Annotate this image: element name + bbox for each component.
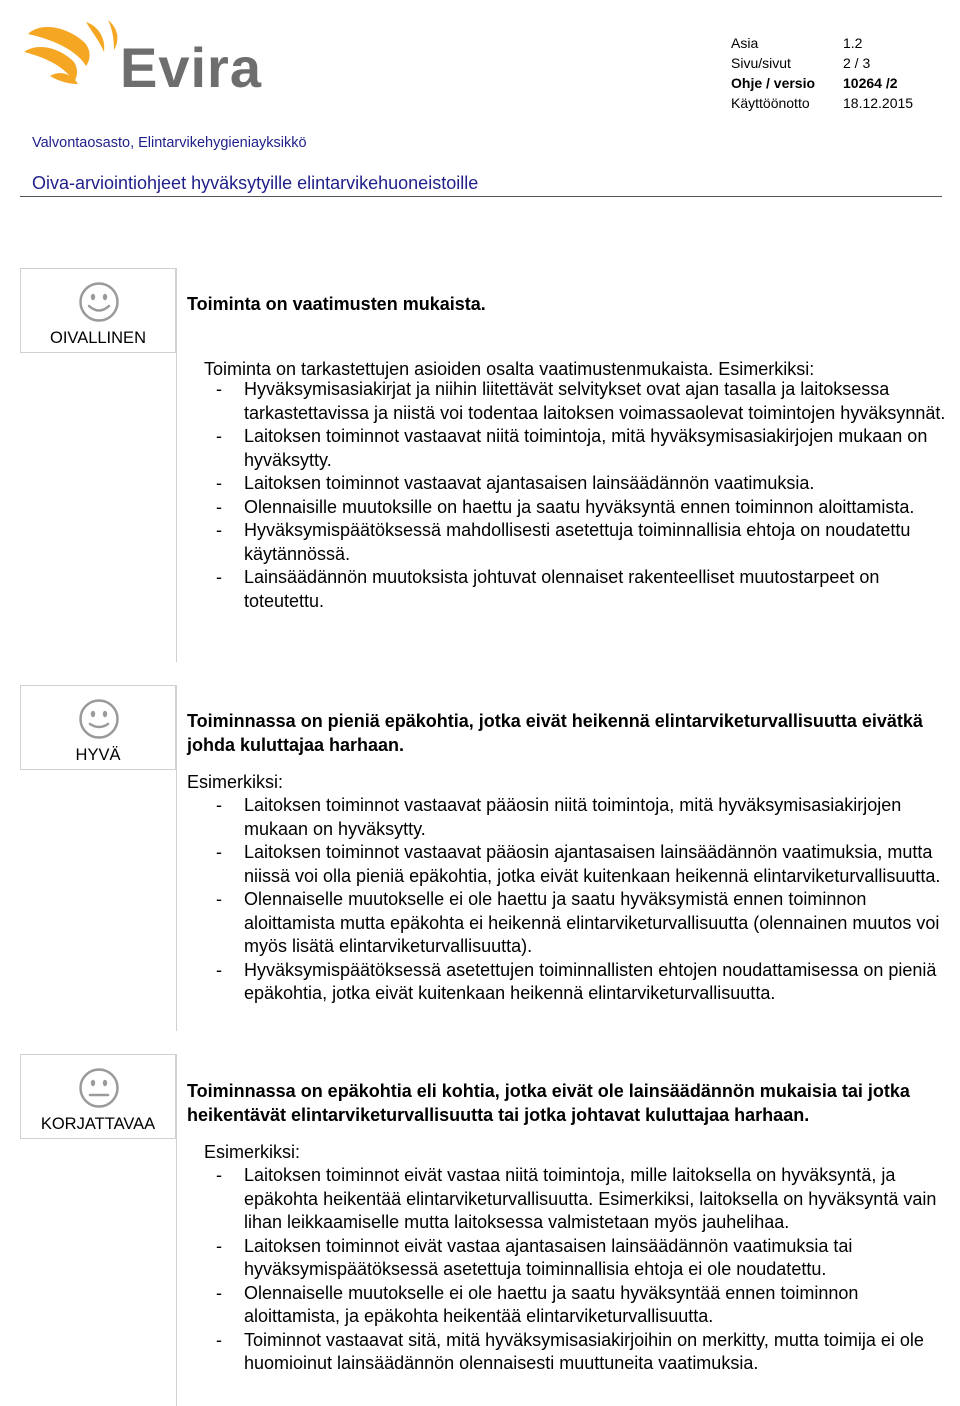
criteria-list-oivallinen [216, 378, 956, 613]
list-item: - Laitoksen toiminnot vastaavat pääosin ajantasaisen lainsäädännön vaatimuksia, mutta niissä voi olla pieniä epäkohtia, jotka eivät kuitenkaan heikennä elintarviketurvallisuutta. [216, 841, 956, 888]
list-item: - Olennaisille muutoksille on haettu ja saatu hyväksyntä ennen toiminnon aloittamista. [216, 496, 956, 520]
meta-label: Sivu/sivut [731, 55, 791, 71]
list-item: - Olennaiselle muutokselle ei ole haettu ja saatu hyväksyntää ennen toiminnon aloittamista, ja epäkohta heikentää elintarviketurvallisuutta. [216, 1282, 956, 1329]
meta-row-version [731, 73, 913, 93]
list-item: - Hyväksymispäätöksessä asetettujen toiminnallisten ehtojen noudattamisessa on pieniä epäkohtia, jotka eivät kuitenkaan heikennä elintarviketurvallisuutta. [216, 959, 956, 1006]
column-divider [176, 268, 177, 662]
criteria-list-hyva [216, 794, 956, 1006]
smiley-happy-icon [78, 281, 120, 323]
list-item: - Laitoksen toiminnot vastaavat niitä toimintoja, mitä hyväksymisasiakirjojen mukaan on hyväksytty. [216, 425, 956, 472]
column-divider [176, 1054, 177, 1406]
logo-wordmark: Evira [120, 36, 262, 99]
smiley-smile-icon [78, 698, 120, 740]
list-item: - Lainsäädännön muutoksista johtuvat olennaiset rakenteelliset muutostarpeet on toteutettu. [216, 566, 956, 613]
section-heading: Toiminnassa on pieniä epäkohtia, jotka eivät heikennä elintarviketurvallisuutta eivätkä johda kuluttajaa harhaan. [187, 711, 923, 755]
list-item: - Laitoksen toiminnot vastaavat pääosin niitä toimintoja, mitä hyväksymisasiakirjojen mukaan on hyväksytty. [216, 794, 956, 841]
document-title: Oiva-arviointiohjeet hyväksytyille elintarvikehuoneistoille [32, 173, 479, 193]
rating-box-divider [20, 1138, 176, 1139]
rating-label: HYVÄ [75, 746, 121, 764]
meta-label: Käyttöönotto [731, 95, 810, 111]
meta-value: 18.12.2015 [843, 95, 914, 111]
section-intro: Toiminta on tarkastettujen asioiden osalta vaatimustenmukaista. Esimerkiksi: [204, 359, 815, 379]
criteria-list-korjattavaa [216, 1164, 956, 1376]
meta-row-date [731, 93, 913, 113]
department-name: Valvontaosasto, Elintarvikehygieniayksikkö [32, 135, 307, 151]
smiley-neutral-icon [78, 1067, 120, 1109]
rating-box-hyva [20, 685, 176, 770]
evira-logo [20, 18, 270, 100]
rating-box-oivallinen [20, 268, 176, 353]
section-intro: Esimerkiksi: [204, 1142, 301, 1162]
meta-value: 2 / 3 [843, 55, 871, 71]
column-divider [176, 685, 177, 1031]
list-item: - Hyväksymisasiakirjat ja niihin liitettävät selvitykset ovat ajan tasalla ja laitoksessa tarkastettavissa ja niistä voi todentaa laitoksen voimassaolevat toimintojen hyväksynnät. [216, 378, 956, 425]
meta-value: 10264 /2 [843, 75, 898, 91]
rating-box-divider [20, 352, 176, 353]
list-item: - Laitoksen toiminnot vastaavat ajantasaisen lainsäädännön vaatimuksia. [216, 472, 956, 496]
list-item: - Laitoksen toiminnot eivät vastaa niitä toimintoja, mille laitoksella on hyväksyntä, ja epäkohta heikentää elintarviketurvallisuutta. Esimerkiksi, laitoksella on hyväksyntä vain lihan leikkaamiselle mutta laitoksessa valmistetaan myös jauhelihaa. [216, 1164, 956, 1235]
section-heading: Toiminnassa on epäkohtia eli kohtia, jotka eivät ole lainsäädännön mukaisia tai jotka heikentävät elintarviketurvallisuutta tai jotka johtavat kuluttajaa harhaan. [187, 1081, 910, 1125]
section-intro: Esimerkiksi: [187, 772, 284, 792]
section-heading: Toiminta on vaatimusten mukaista. [187, 294, 486, 314]
meta-value: 1.2 [843, 35, 863, 51]
document-meta [731, 33, 913, 113]
rating-label: OIVALLINEN [50, 329, 146, 347]
meta-label: Asia [731, 35, 759, 51]
rating-label: KORJATTAVAA [40, 1115, 156, 1133]
list-item: - Hyväksymispäätöksessä mahdollisesti asetettuja toiminnallisia ehtoja on noudatettu käytännössä. [216, 519, 956, 566]
rating-box-divider [20, 769, 176, 770]
meta-row-asia [731, 33, 913, 53]
rating-box-korjattavaa [20, 1054, 176, 1139]
header-divider [20, 196, 942, 197]
meta-label: Ohje / versio [731, 75, 816, 91]
list-item: - Olennaiselle muutokselle ei ole haettu ja saatu hyväksymistä ennen toiminnon aloittamista mutta epäkohta ei heikennä elintarviketurvallisuutta (olennainen muutos voi myös lisätä elintarviketurvallisuutta). [216, 888, 956, 959]
meta-row-pages [731, 53, 913, 73]
list-item: - Toiminnot vastaavat sitä, mitä hyväksymisasiakirjoihin on merkitty, mutta toimija ei ole huomioinut lainsäädännön olennaisesti muuttuneita vaatimuksia. [216, 1329, 956, 1376]
list-item: - Laitoksen toiminnot eivät vastaa ajantasaisen lainsäädännön vaatimuksia tai hyväksymispäätöksessä asetettuja toiminnallisia ehtoja ei ole noudatettu. [216, 1235, 956, 1282]
